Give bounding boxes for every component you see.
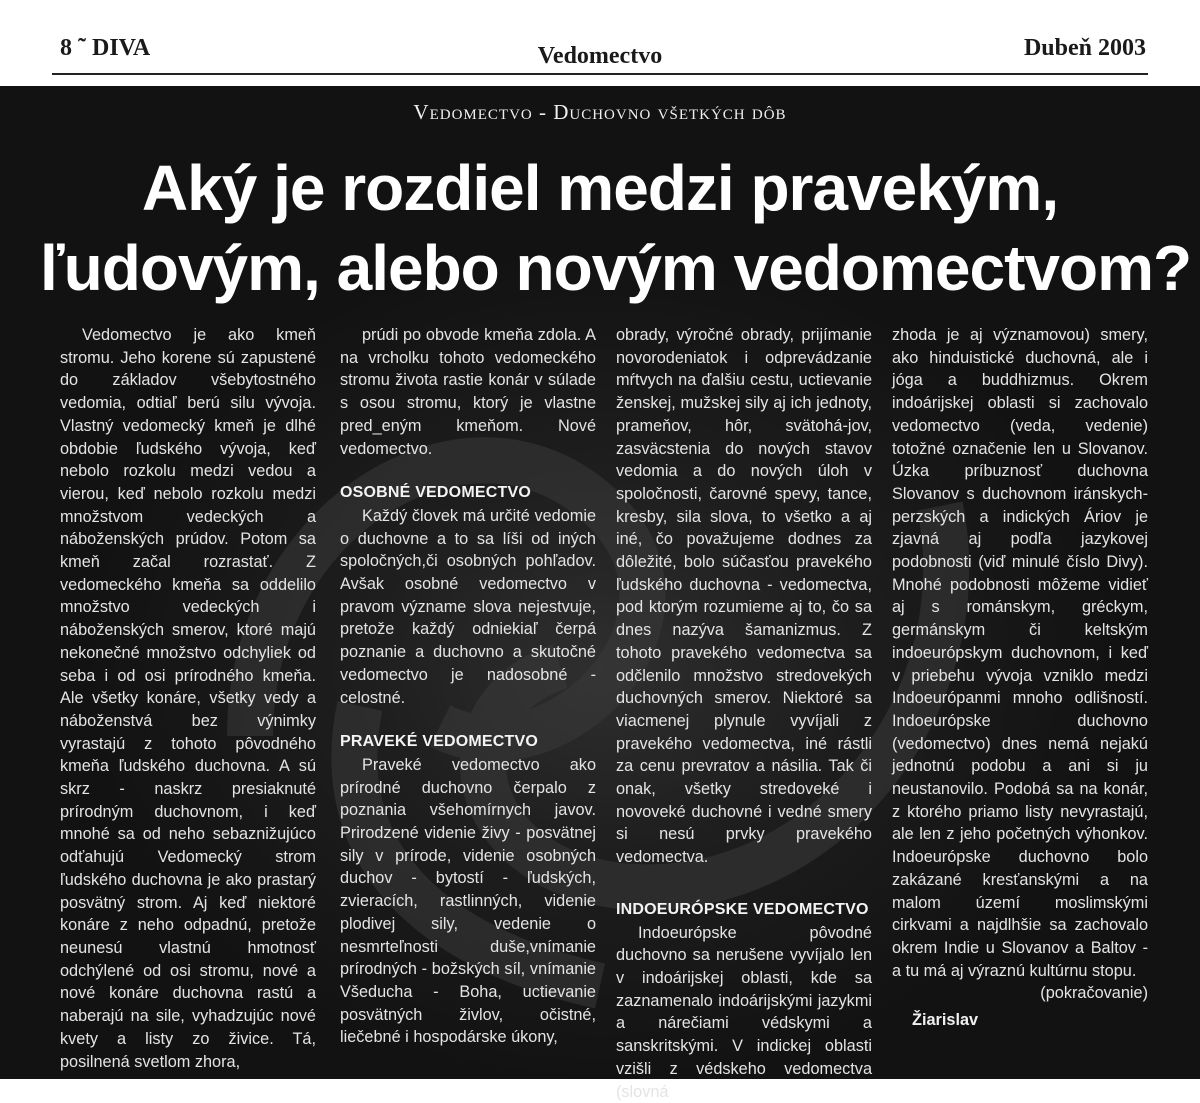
paragraph: prúdi po obvode kmeňa zdola. A na vrcholku tohoto vedomeckého stromu života rastie konár v súlade s osou stromu, ktorý je vlastne pred_eným kmeňom. Nové vedomectvo. [340, 326, 596, 458]
paragraph: Indoeurópske pôvodné duchovno sa nerušene vyvíjalo len v indoárijskej oblasti, kde sa zaznamenalo indoárijskými jazykmi a nárečiami védskymi a sanskritskými. V indickej oblasti vzišli z védskeho vedomectva (slovná [616, 923, 872, 1101]
article-kicker: Vedomectvo - Duchovno všetkých dôb [413, 100, 787, 124]
paragraph: Praveké vedomectvo ako prírodné duchovno čerpalo z poznania všehomírnych javov. Prirodzené videnie živy - posvätnej sily v prírode, videnie osobných duchov - bytostí - ľudských, zvieracích, rastlinných, videnie plodivej sily, vedenie o nesmrteľnosti duše,vnímanie prírodných - božských síl, vnímanie Všeducha - Boha, uctievanie posvätných živlov, očistné, liečebné i hospodárske úkony, [340, 755, 596, 1047]
article-headline [40, 148, 1192, 308]
author-signature: Žiarislav [912, 1011, 979, 1030]
headline-line-2: ľudovým, alebo novým vedomectvom? [40, 232, 1192, 304]
header-rule [52, 73, 1148, 75]
page-label: 8 ˜ DIVA [60, 35, 151, 61]
subheading-praveke: PRAVEKÉ VEDOMECTVO [340, 733, 538, 751]
subheading-indoeuropske: INDOEURÓPSKE VEDOMECTVO [616, 900, 869, 918]
subheading-osobne: OSOBNÉ VEDOMECTVO [340, 484, 531, 502]
paragraph: Každý človek má určité vedomie o duchovne a to sa líši od iných spoločných,či osobných pohľadov. Avšak osobné vedomectvo v pravom význame slova nejestvuje, pretože každý odniekiaľ čerpá poznanie a duchovno a skutočné vedomectvo je nadosobné - celostné. [340, 506, 596, 707]
headline-line-1: Aký je rozdiel medzi pravekým, [141, 152, 1059, 224]
paragraph: obrady, výročné obrady, prijímanie novorodeniatok i odprevádzanie mŕtvych na ďalšiu cestu, uctievanie ženskej, mužskej sily aj ich jednoty, prameňov, hôr, svätohá-jov, zasväcstenia do nových stavov vedomia a do nových úloh v spoločnosti, čarovné spevy, tance, kresby, sila slova, to všetko a aj iné, čo považujeme dodnes za dôležité, bolo súčasťou pravekého ľudského duchovna - vedomectva, pod ktorým rozumieme aj to, čo sa dnes nazýva šamanizmus. Z tohoto pravekého vedomectva sa odčlenilo množstvo stredovekých duchovných smerov. Niektoré sa viacmenej plynule vyvíjali z pravekého vedomectva, iné rástli za cenu prevratov a násilia. Tak či onak, všetky stredoveké i novoveké duchovné i vedné smery si nesú prvky pravekého vedomectva. [616, 326, 872, 867]
article-column-1 [60, 324, 316, 1073]
section-title: Vedomectvo [537, 43, 663, 69]
continuation-note: (pokračovanie) [1040, 984, 1148, 1003]
masthead [0, 0, 1200, 86]
article-column-3 [616, 324, 872, 1103]
paragraph: zhoda je aj významovou) smery, ako hinduistické duchovná, ale i jóga a buddhizmus. Okrem indoárijskej oblasti si zachovalo vedomectvo (veda, vedenie) totožné označenie len u Slovanov. Úzka príbuznosť duchovna Slovanov s duchovnom iránskych-perzských a indických Áriov je zjavná aj podľa jazykovej podobnosti (viď minulé číslo Divy). Mnohé podobnosti môžeme vidieť aj s románskym, gréckym, germánskym či keltským indoeurópskym duchovnom, i keď v priebehu vývoja vzniklo medzi Indoeurópanmi mnoho odlišností. Indoeurópske duchovno (vedomectvo) dnes nemá nejakú jednotnú podobu a ani si ju neustanovilo. Podobá sa na konár, z ktorého priamo listy nevyrastajú, ale len z jeho početných výhonkov. Indoeurópske duchovno bolo zakázané kresťanskými a na malom území moslimskými cirkvami a najdlhšie sa zachovalo okrem Indie u Slovanov a Baltov - a tu má aj výraznú kultúrnu stopu. [892, 326, 1148, 980]
issue-date: Dubeň 2003 [1023, 35, 1146, 61]
paragraph: Vedomectvo je ako kmeň stromu. Jeho korene sú zapustené do základov všebytostného vedomia, odtiaľ berú silu vývoja. Vlastný vedomecký kmeň je dlhé obdobie ľudského vývoja, keď nebolo rozkolu medzi vedou a vierou, keď nebolo rozkolu medzi množstvom vedeckých a náboženských prúdov. Potom sa kmeň začal rozrastať. Z vedomeckého kmeňa sa oddelilo množstvo vedeckých i náboženských smerov, ktoré majú nekonečné množstvo odchyliek od seba i od osi prírodného kmeňa. Ale všetky konáre, všetky vedy a náboženstvá bez výnimky vyrastajú z tohoto pôvodného kmeňa ľudského duchovna. A sú skrz - naskrz presiaknuté prírodným duchovnom, i keď mnohé sa od neho sebaznižujúco odťahujú Vedomecký strom ľudského duchovna je ako prastarý posvätný strom. Aj keď niektoré konáre z neho odpadnú, pretože neunesú vlastnú hmotnosť odchýlené od osi stromu, nové a nové konáre duchovna rastú a naberajú na sile, vyhadzujúc nové kvety a listy zo živice. Tá, posilnená svetlom zhora, [60, 326, 316, 1071]
article-column-4 [892, 324, 1148, 1032]
article-column-2 [340, 324, 596, 1049]
